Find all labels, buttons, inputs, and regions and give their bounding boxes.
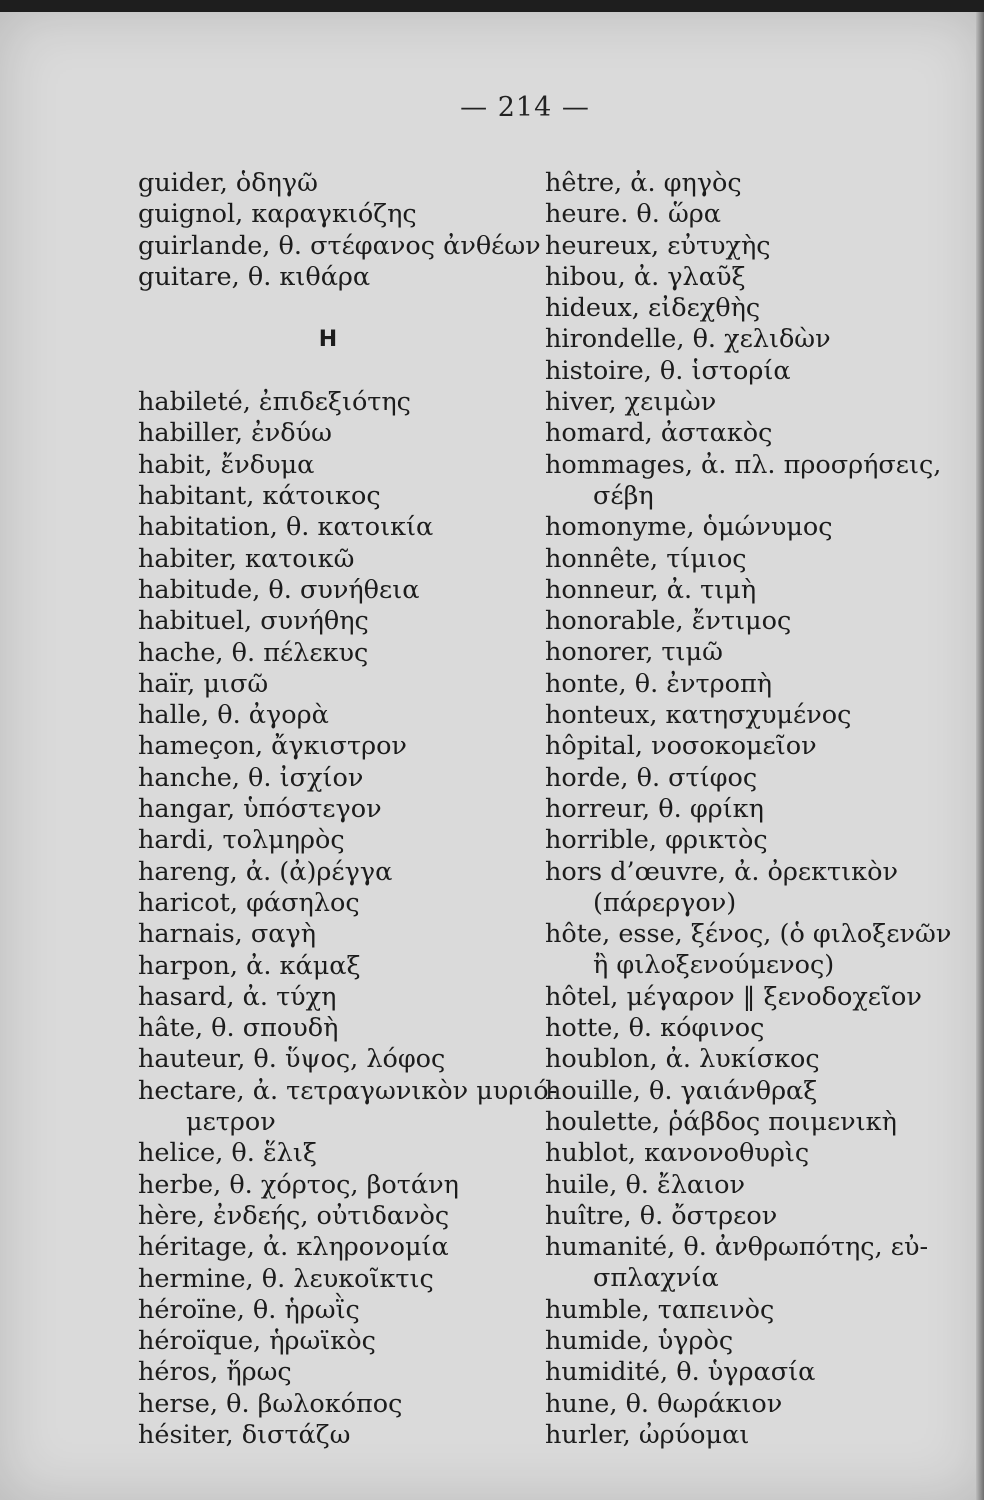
dictionary-entry: hardi, τολμηρὸς [138,825,345,856]
dictionary-entry: guignol, καραγκιόζης [138,199,417,230]
dictionary-entry: honneur, ἀ. τιμὴ [545,574,757,605]
dictionary-entry: humble, ταπεινὸς [545,1294,775,1325]
dictionary-entry: humide, ὑγρὸς [545,1325,734,1356]
dictionary-entry: héroïne, θ. ἡρωῒς [138,1294,360,1325]
dictionary-entry: hermine, θ. λευκοῖκτις [138,1263,434,1294]
dictionary-entry: hâte, θ. σπουδὴ [138,1013,339,1044]
dictionary-entry: hôte, esse, ξένος, (ὁ φιλοξενῶν [545,919,952,950]
dictionary-entry: heureux, εὐτυχὴς [545,230,771,261]
dictionary-entry: herse, θ. βωλοκόπος [138,1388,403,1419]
dictionary-entry: helice, θ. ἕλιξ [138,1138,317,1169]
dictionary-entry: hêtre, ἀ. φηγὸς [545,168,742,198]
dictionary-entry: humidité, θ. ὑγρασία [545,1357,816,1388]
dictionary-entry: guider, ὁδηγῶ [138,168,318,198]
dictionary-entry: honte, θ. ἐντροπὴ [545,668,772,699]
dictionary-entry: habitude, θ. συνήθεια [138,574,420,605]
dictionary-entry: hasard, ἀ. τύχη [138,981,337,1012]
dictionary-entry: hésiter, διστάζω [138,1419,351,1450]
left-column [138,168,558,1451]
entry-continuation: ἢ φιλοξενούμενος) [593,950,835,981]
dictionary-entry: habileté, ἐπιδεξιότης [138,387,411,418]
entries-g [138,168,541,293]
entries-h [138,387,558,1451]
dictionary-entry: harpon, ἀ. κάμαξ [138,950,361,981]
dictionary-entry: guitare, θ. κιθάρα [138,261,371,292]
dictionary-entry: huile, θ. ἔλαιον [545,1169,745,1200]
dictionary-entry: hirondelle, θ. χελιδὼν [545,324,831,355]
dictionary-entry: habituel, συνήθης [138,606,369,637]
dictionary-entry: homonyme, ὁμώνυμος [545,512,833,543]
dictionary-entry: honorer, τιμῶ [545,637,723,668]
dictionary-entry: héros, ἥρως [138,1357,292,1388]
page-edge [976,12,984,1500]
entries-h-continued [545,168,965,1451]
dictionary-entry: habit, ἔνδυμα [138,449,315,480]
entry-continuation: μετρον [186,1107,276,1138]
dictionary-entry: humanité, θ. ἀνθρωπότης, εὐ- [545,1232,929,1263]
dictionary-entry: habitant, κάτοικος [138,481,381,512]
dictionary-entry: hibou, ἀ. γλαῦξ [545,261,746,292]
dictionary-entry: hune, θ. θωράκιον [545,1388,783,1419]
dictionary-entry: halle, θ. ἀγορὰ [138,700,329,731]
dictionary-entry: hanche, θ. ἰσχίον [138,762,364,793]
right-column [545,168,965,1451]
dictionary-entry: héritage, ἀ. κληρονομία [138,1232,449,1263]
section-letter-heading: H [318,327,338,353]
dictionary-entry: habiller, ἐνδύω [138,418,332,449]
dictionary-page [0,12,984,1500]
dictionary-entry: hauteur, θ. ὕψος, λόφος [138,1044,446,1075]
dictionary-entry: hère, ἐνδεής, οὐτιδανὸς [138,1200,450,1231]
entry-continuation: σέβη [593,480,654,511]
dictionary-entry: hareng, ἀ. (ἀ)ρέγγα [138,856,393,887]
dictionary-entry: hôpital, νοσοκομεῖον [545,731,817,762]
dictionary-entry: hommages, ἀ. πλ. προσρήσεις, [545,449,942,480]
dictionary-entry: haïr, μισῶ [138,668,269,699]
dictionary-entry: horde, θ. στίφος [545,762,758,793]
dictionary-entry: harnais, σαγὴ [138,919,317,950]
dictionary-entry: histoire, θ. ἱστορία [545,355,791,386]
dictionary-entry: horreur, θ. φρίκη [545,793,764,824]
dictionary-entry: hublot, κανονοθυρὶς [545,1138,810,1169]
dictionary-entry: haricot, φάσηλος [138,887,360,918]
dictionary-entry: houblon, ἀ. λυκίσκος [545,1044,820,1075]
dictionary-entry: hotte, θ. κόφινος [545,1013,765,1044]
dictionary-entry: herbe, θ. χόρτος, βοτάνη [138,1169,459,1200]
dictionary-entry: hameçon, ἄγκιστρον [138,731,407,762]
dictionary-entry: hideux, εἰδεχθὴς [545,293,761,324]
page-number: — 214 — [460,92,590,123]
dictionary-entry: hôtel, μέγαρον ‖ ξενοδοχεῖον [545,981,922,1012]
dictionary-entry: honteux, κατησχυμένος [545,700,852,731]
dictionary-entry: hurler, ὠρύομαι [545,1419,750,1450]
dictionary-entry: guirlande, θ. στέφανος ἀνθέων [138,230,541,261]
dictionary-entry: heure. θ. ὥρα [545,199,721,230]
dictionary-entry: honorable, ἔντιμος [545,606,792,637]
dictionary-entry: homard, ἀστακὸς [545,418,773,449]
dictionary-entry: hangar, ὑπόστεγον [138,794,382,825]
dictionary-entry: horrible, φρικτὸς [545,825,768,856]
dictionary-entry: huître, θ. ὄστρεον [545,1200,778,1231]
entry-continuation: (πάρεργον) [593,887,737,918]
dictionary-entry: héroïque, ἡρωϊκὸς [138,1326,376,1357]
dictionary-entry: houlette, ῥάβδος ποιμενικὴ [545,1106,897,1137]
dictionary-entry: hors d’œuvre, ἀ. ὀρεκτικὸν [545,856,898,887]
dictionary-entry: habiter, κατοικῶ [138,543,355,574]
dictionary-entry: hache, θ. πέλεκυς [138,637,369,668]
dictionary-entry: honnête, τίμιος [545,543,747,574]
dictionary-entry: houille, θ. γαιάνθραξ [545,1075,818,1106]
dictionary-entry: hiver, χειμὼν [545,387,717,418]
dictionary-entry: habitation, θ. κατοικία [138,512,434,543]
entry-continuation: σπλαχνία [593,1263,719,1294]
dictionary-entry: hectare, ἀ. τετραγωνικὸν μυριό- [138,1075,558,1106]
